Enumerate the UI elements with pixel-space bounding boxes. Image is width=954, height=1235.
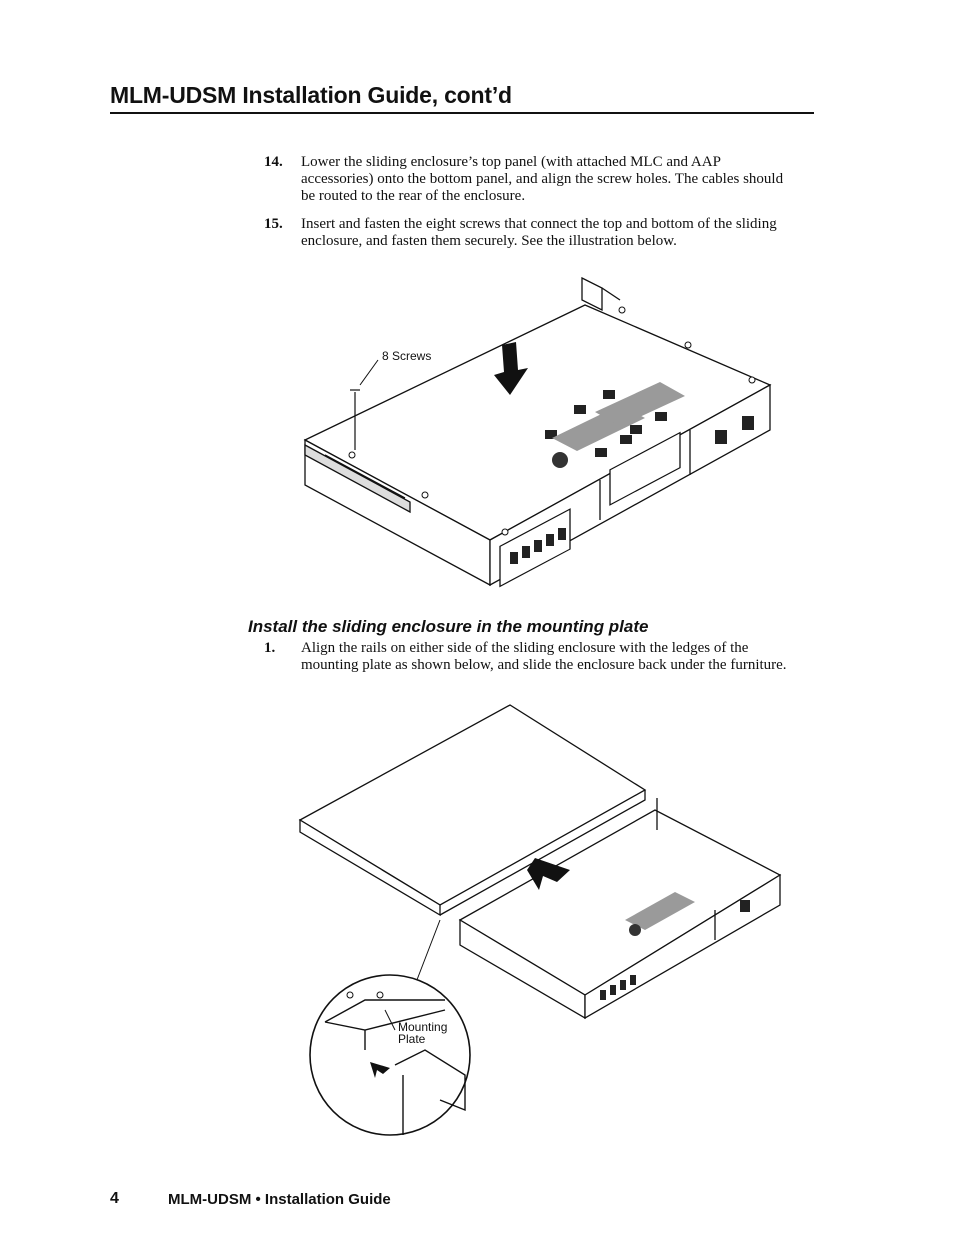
volume-knob [552, 452, 568, 468]
side-port [740, 900, 750, 912]
step-text: Insert and fasten the eight screws that connect the top and bottom of the sliding enclosure, and fasten them securely. See the illustration below. [301, 216, 777, 249]
screws-callout: 8 Screws [382, 349, 432, 363]
step-number: 14. [264, 154, 283, 170]
section-heading: Install the sliding enclosure in the mounting plate [248, 617, 649, 636]
step-text: Align the rails on either side of the sliding enclosure with the ledges of the mounting plate as shown below, and slide the enclosure back under the furniture. [301, 640, 787, 673]
step-text: Lower the sliding enclosure’s top panel (with attached MLC and AAP accessories) onto the bottom panel, and align the screw holes. The cables should be routed to the rear of the enclosure. [301, 154, 784, 204]
page-title: MLM-UDSM Installation Guide, cont’d [110, 82, 512, 108]
detail-magnifier [310, 975, 470, 1135]
step-number: 1. [264, 640, 276, 656]
mounting-plate-callout-line2: Plate [398, 1032, 426, 1046]
figure-enclosure-screws [290, 270, 790, 590]
step-number: 15. [264, 216, 283, 232]
footer-doc-title: MLM-UDSM • Installation Guide [168, 1191, 391, 1208]
mounting-plate-callout-line1: Mounting [398, 1020, 448, 1034]
figure-mounting-plate [295, 700, 795, 1160]
mounting-plate-illustration [295, 700, 795, 1160]
volume-knob [629, 924, 641, 936]
enclosure-illustration [290, 270, 790, 590]
page-header [110, 82, 814, 114]
page-number: 4 [110, 1190, 119, 1207]
